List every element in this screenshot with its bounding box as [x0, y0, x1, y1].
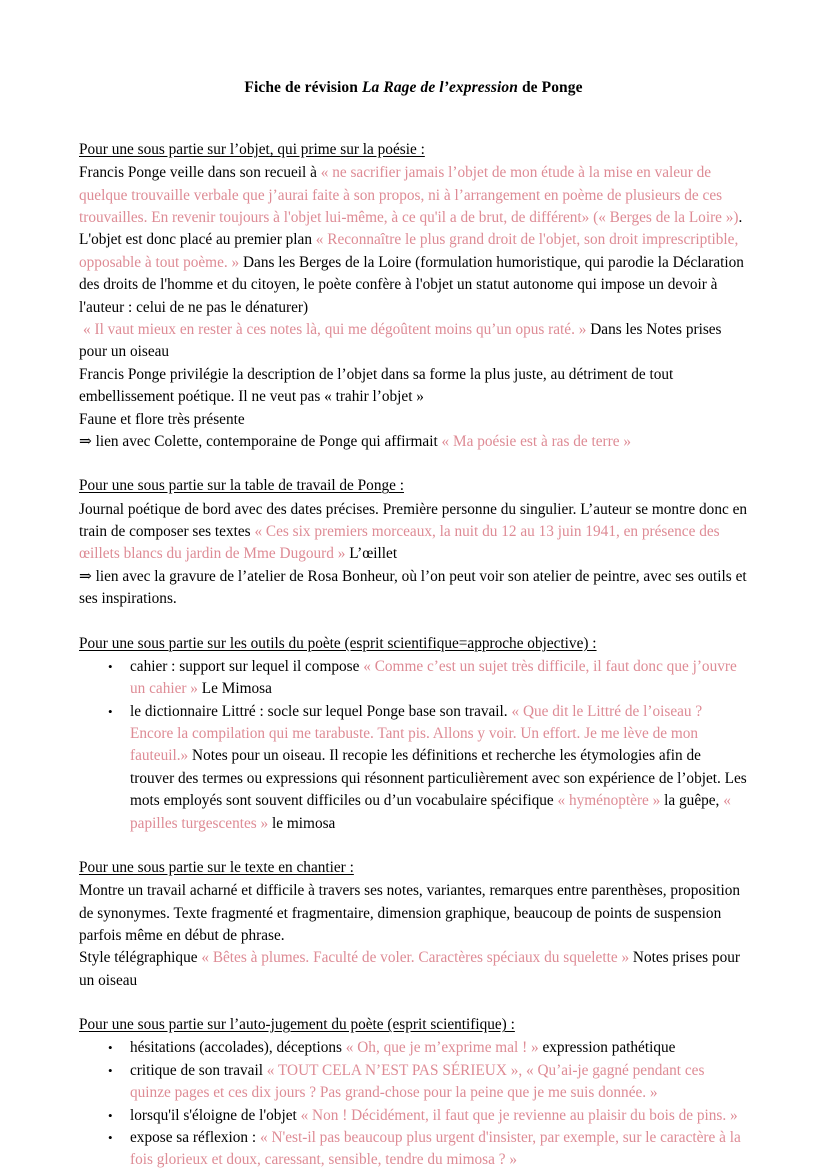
body-text: expose sa réflexion : [130, 1129, 260, 1146]
quotation-text: « Oh, que je m’exprime mal ! » [345, 1039, 539, 1057]
document-section [79, 857, 748, 992]
body-text: ⇒ lien avec Colette, contemporaine de Ponge qui affirmait [79, 432, 442, 450]
body-text: . L'objet est donc placé au premier plan [79, 208, 743, 249]
list-item [79, 701, 748, 835]
paragraph [79, 431, 748, 453]
body-text: Le Mimosa [197, 680, 272, 698]
sections-container [79, 139, 748, 1172]
document-section [79, 1014, 748, 1172]
section-heading: Pour une sous partie sur le texte en chantier : [79, 859, 354, 876]
body-text: le dictionnaire Littré : socle sur lequel Ponge base son travail. [130, 702, 512, 720]
paragraph [79, 947, 748, 992]
quotation-text: « Bêtes à plumes. Faculté de voler. Caractères spéciaux du squelette » [201, 949, 630, 967]
document-section [79, 475, 748, 610]
body-text: lorsqu'il s'éloigne de l'objet [130, 1106, 301, 1124]
bullet-icon: • [108, 703, 113, 719]
document-section [79, 139, 748, 453]
quotation-text: « Ma poésie est à ras de terre » [441, 432, 631, 450]
body-text: expression pathétique [538, 1039, 676, 1057]
quotation-text: « Comme c’est un sujet très difficile, il faut donc que j’ouvre un cahier » [130, 657, 737, 698]
quotation-text: « Que dit le Littré de l’oiseau ? Encore la compilation qui me tarabuste. Tant pis. Allons y voir. Un effort. Je me lève de mon fauteuil.» [130, 702, 703, 765]
quotation-text: « TOUT CELA N’EST PAS SÉRIEUX », « Qu’ai-je gagné pendant ces quinze pages et ces dix jours ? Pas grand-chose pour la peine que je me suis donnée. » [130, 1061, 705, 1102]
quotation-text: « hyménoptère » [557, 792, 661, 810]
bullet-icon: • [108, 1107, 113, 1123]
paragraph [79, 566, 748, 611]
quotation-text: « Non ! Décidément, il faut que je revienne au plaisir du bois de pins. » [300, 1106, 738, 1124]
paragraph [79, 364, 748, 409]
section-heading: Pour une sous partie sur les outils du poète (esprit scientifique=approche objective) : [79, 634, 597, 652]
page-title [79, 78, 748, 99]
body-text: L’œillet [345, 545, 398, 563]
body-text: hésitations (accolades), déceptions [130, 1039, 346, 1057]
bullet-icon: • [108, 658, 113, 674]
section-heading: Pour une sous partie sur la table de travail de Ponge : [79, 477, 404, 495]
quotation-text: « papilles turgescentes » [130, 792, 731, 832]
body-text: Faune et flore très présente [79, 410, 245, 428]
body-text: cahier : support sur lequel il compose [130, 657, 364, 675]
body-text: Montre un travail acharné et difficile à travers ses notes, variantes, remarques entre parenthèses, proposition de synonymes. Texte fragmenté et fragmentaire, dimension graphique, beaucoup de points de suspension parfois même en début de phrase. [79, 882, 741, 944]
body-text: Dans les Berges de la Loire (formulation humoristique, qui parodie la Déclaration des droits de l'homme et du citoyen, le poète confère à l'objet un statut autonome qui impose un devoir à l'auteur : celui de ne pas le dénaturer) [79, 253, 744, 316]
quotation-text: « ne sacrifier jamais l’objet de mon étude à la mise en valeur de quelque trouvaille verbale que j’aurai faite à son propos, ni à l’arrangement en poème de plusieurs de ces trouvailles. En revenir toujours à l'objet lui-même, à ce qu'il a de brut, de différent» (« Berges de la Loire ») [79, 164, 739, 226]
list-item [79, 1127, 748, 1172]
list-item [79, 656, 748, 701]
bullet-icon: • [108, 1130, 113, 1145]
body-text: le mimosa [268, 814, 336, 832]
list-item [79, 1060, 748, 1105]
quotation-text: « N'est-il pas beaucoup plus urgent d'insister, par exemple, sur le caractère à la fois glorieux et doux, caressant, sensible, tendre du mimosa ? » [130, 1129, 741, 1169]
paragraph [79, 319, 748, 364]
quotation-text: « Il vaut mieux en rester à ces notes là, qui me dégoûtent moins qu’un opus raté. » [83, 320, 587, 338]
paragraph [79, 162, 748, 319]
bullet-icon: • [108, 1040, 113, 1056]
title-suffix: de Ponge [517, 79, 583, 96]
bullet-list [79, 1037, 748, 1171]
body-text: critique de son travail [130, 1061, 267, 1079]
body-text: Notes prises pour un oiseau [79, 949, 740, 989]
bullet-icon: • [108, 1062, 113, 1078]
body-text: Journal poétique de bord avec des dates précises. Première personne du singulier. L’auteur se montre donc en train de composer ses textes [79, 500, 748, 540]
list-item [79, 1105, 748, 1127]
bullet-list [79, 656, 748, 835]
paragraph [79, 499, 748, 566]
section-heading: Pour une sous partie sur l’objet, qui prime sur la poésie : [79, 140, 425, 158]
paragraph [79, 409, 748, 431]
body-text: Dans les Notes prises pour un oiseau [79, 320, 722, 361]
quotation-text: « Ces six premiers morceaux, la nuit du 12 au 13 juin 1941, en présence des œillets blancs du jardin de Mme Dugourd » [79, 522, 720, 563]
section-heading: Pour une sous partie sur l’auto-jugement du poète (esprit scientifique) : [79, 1016, 515, 1034]
body-text: ⇒ lien avec la gravure de l’atelier de Rosa Bonheur, où l’on peut voir son atelier de peintre, avec ses outils et ses inspirations. [79, 567, 747, 608]
body-text: la guêpe, [660, 792, 724, 810]
body-text: Francis Ponge privilégie la description de l’objet dans sa forme la plus juste, au détriment de tout embellissement poétique. Il ne veut pas « trahir l’objet » [79, 365, 674, 406]
title-work-italic: La Rage de l’expression [361, 79, 518, 96]
document-section [79, 633, 748, 835]
list-item [79, 1037, 748, 1059]
paragraph [79, 880, 748, 947]
quotation-text: « Reconnaître le plus grand droit de l'objet, son droit imprescriptible, opposable à tout poème. » [79, 231, 739, 271]
body-text: Notes pour un oiseau. Il recopie les définitions et recherche les étymologies afin de trouver des termes ou expressions qui résonnent particulièrement avec son expérience de l’objet. Les mots employés sont souvent difficiles ou d’un vocabulaire spécifique [130, 747, 747, 810]
title-prefix: Fiche de révision [244, 79, 362, 96]
body-text: Style télégraphique [79, 949, 202, 967]
body-text: Francis Ponge veille dans son recueil à [79, 164, 321, 182]
